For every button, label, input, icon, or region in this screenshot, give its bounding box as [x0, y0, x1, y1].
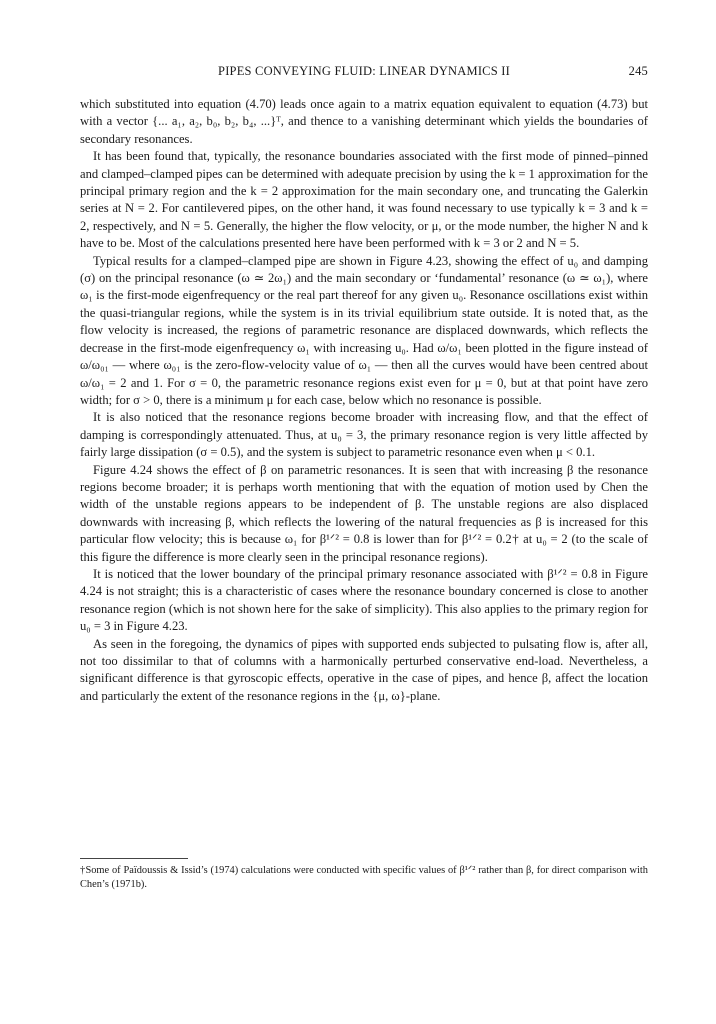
paragraph-5: Figure 4.24 shows the effect of β on parametric resonances. It is seen that with increasing β the resonance regions become broader; it is perhaps worth mentioning that with the equation of motion used by Chen the width of the unstable regions appears to be independent of β. The unstable regions are also displaced downwards with increasing β, which reflects the lowering of the natural frequencies as β is increased for this particular flow velocity; this is because ω₁ for β¹ᐟ² = 0.8 is lower than for β¹ᐟ² = 0.2† at u₀ = 2 (to the scale of this figure the difference is more clearly seen in the principal resonance regions).: [80, 462, 648, 564]
paragraph-6: It is noticed that the lower boundary of the principal primary resonance associated with β¹ᐟ² = 0.8 in Figure 4.24 is not straight; this is a characteristic of cases where the resonance boundary concerned is close to another resonance region (which is not shown here for the sake of simplicity). This also applies to the primary region for u₀ = 3 in Figure 4.23.: [80, 566, 648, 634]
body-text: [80, 96, 648, 705]
paragraph-1: which substituted into equation (4.70) leads once again to a matrix equation equivalent to equation (4.73) but with a vector {... a₁, a₂, b₀, b₂, b₄, ...}ᵀ, and thence to a vanishing determinant which yields the boundaries of secondary resonances.: [80, 97, 648, 146]
page-header: [80, 64, 648, 80]
footnote-divider: [80, 858, 188, 859]
paragraph-7: As seen in the foregoing, the dynamics of pipes with supported ends subjected to pulsating flow is, after all, not too dissimilar to that of columns with a harmonically perturbed conservative end-load. Nevertheless, a significant difference is that gyroscopic effects, operative in the case of pipes, and hence β, affect the location and particularly the extent of the resonance regions in the {μ, ω}-plane.: [80, 636, 648, 703]
paragraph-3: Typical results for a clamped–clamped pipe are shown in Figure 4.23, showing the effect of u₀ and damping (σ) on the principal resonance (ω ≃ 2ω₁) and the main secondary or ‘fundamental’ resonance (ω ≃ ω₁), where ω₁ is the first-mode eigenfrequency or the real part thereof for any given u₀. Resonance oscillations exist within the quasi-triangular regions, while the system is in its trivial equilibrium state outside. It is noted that, as the flow velocity is increased, the regions of parametric resonance are displaced downwards, which reflects the decrease in the first-mode eigenfrequency ω₁ with increasing u₀. Had ω/ω₁ been plotted in the figure instead of ω/ω₀₁ — where ω₀₁ is the zero-flow-velocity value of ω₁ — then all the curves would have been centred about ω/ω₁ = 2 and 1. For σ = 0, the parametric resonance regions exist even for μ = 0, but at that point have zero width; for σ > 0, there is a minimum μ for each case, below which no resonance is possible.: [80, 253, 648, 407]
paragraph-4: It is also noticed that the resonance regions become broader with increasing flow, and that the effect of damping is correspondingly attenuated. Thus, at u₀ = 3, the primary resonance region is very little affected by fairly large dissipation (σ = 0.5), and the system is subject to parametric resonance even when μ < 0.1.: [80, 410, 648, 460]
running-title: PIPES CONVEYING FLUID: LINEAR DYNAMICS II: [218, 64, 510, 78]
paragraph-2: It has been found that, typically, the resonance boundaries associated with the first mode of pinned–pinned and clamped–clamped pipes can be determined with adequate precision by using the k = 1 approximation for the principal primary region and the k = 2 approximation for the main secondary one, and truncating the Galerkin series at N = 2. For cantilevered pipes, on the other hand, it was found necessary to use typically k = 3 and k = 2, respectively, and N = 5. Generally, the higher the flow velocity, or μ, or the mode number, the higher N and k have to be. Most of the calculations presented here have been performed with k = 3 or 2 and N = 5.: [80, 149, 648, 251]
footnote: †Some of Païdoussis & Issid’s (1974) calculations were conducted with specific values of β¹ᐟ² rather than β, for direct comparison with Chen’s (1971b).: [80, 865, 648, 890]
page-number: 245: [628, 64, 648, 78]
